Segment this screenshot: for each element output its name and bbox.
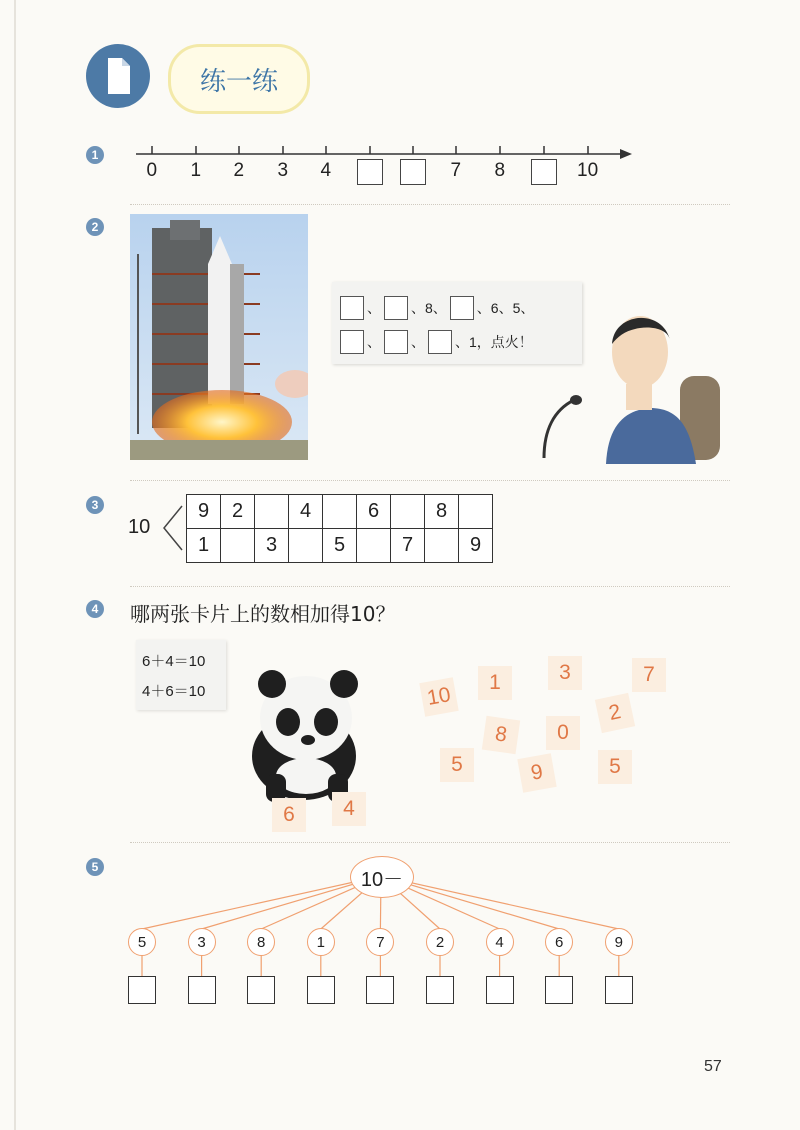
number-cell: 8 bbox=[425, 495, 459, 529]
answer-box[interactable] bbox=[128, 976, 156, 1004]
answer-box[interactable] bbox=[307, 976, 335, 1004]
tree-node: 5 bbox=[128, 928, 156, 956]
number-cell: 6 bbox=[357, 495, 391, 529]
tree-node: 1 bbox=[307, 928, 335, 956]
number-cell: 9 bbox=[187, 495, 221, 529]
number-cell: 2 bbox=[221, 495, 255, 529]
number-line-label: 1 bbox=[190, 160, 202, 181]
tree-node: 4 bbox=[486, 928, 514, 956]
page-number: 57 bbox=[704, 1058, 722, 1075]
tree-root: 10－ bbox=[350, 856, 414, 898]
number-card[interactable]: 4 bbox=[332, 792, 366, 826]
answer-box[interactable] bbox=[247, 976, 275, 1004]
number-cell: 7 bbox=[391, 529, 425, 563]
answer-box[interactable] bbox=[188, 976, 216, 1004]
number-card[interactable]: 6 bbox=[272, 798, 306, 832]
decomposition-root: 10 bbox=[128, 516, 151, 538]
number-card[interactable]: 7 bbox=[632, 658, 666, 692]
tree-branch bbox=[381, 876, 619, 929]
number-line-label: 3 bbox=[277, 160, 289, 181]
answer-box[interactable] bbox=[545, 976, 573, 1004]
number-cell: 9 bbox=[459, 529, 493, 563]
example-equation: 6＋4＝10 bbox=[142, 653, 206, 670]
question-badge-4: 4 bbox=[86, 600, 104, 618]
number-card[interactable]: 3 bbox=[548, 656, 582, 690]
number-line-label: 4 bbox=[320, 160, 332, 181]
number-line-label: 2 bbox=[233, 160, 245, 181]
answer-box[interactable] bbox=[486, 976, 514, 1004]
number-card[interactable]: 5 bbox=[598, 750, 632, 784]
number-line-label: 10 bbox=[577, 160, 599, 181]
example-equation: 4＋6＝10 bbox=[142, 683, 206, 700]
tree-branch bbox=[142, 876, 381, 929]
number-line-label: 8 bbox=[494, 160, 506, 181]
question-text: 哪两张卡片上的数相加得10？ bbox=[130, 602, 396, 626]
number-cell: 4 bbox=[289, 495, 323, 529]
number-card[interactable]: 9 bbox=[517, 753, 556, 792]
number-card[interactable]: 2 bbox=[595, 693, 635, 733]
number-line-label: 7 bbox=[450, 160, 462, 181]
question-badge-3: 3 bbox=[86, 496, 104, 514]
question-badge-1: 1 bbox=[86, 146, 104, 164]
number-line-label: 0 bbox=[146, 160, 158, 181]
number-card[interactable]: 1 bbox=[478, 666, 512, 700]
answer-box[interactable] bbox=[426, 976, 454, 1004]
number-cell: 5 bbox=[323, 529, 357, 563]
number-card[interactable]: 10 bbox=[419, 677, 458, 716]
number-cell: 1 bbox=[187, 529, 221, 563]
tree-node: 3 bbox=[188, 928, 216, 956]
question-badge-2: 2 bbox=[86, 218, 104, 236]
number-card[interactable]: 5 bbox=[440, 748, 474, 782]
tree-node: 8 bbox=[247, 928, 275, 956]
tree-node: 7 bbox=[366, 928, 394, 956]
countdown-row-2: 、 、 、1，点火！ bbox=[340, 330, 536, 354]
section-title: 练一练 bbox=[168, 44, 310, 114]
number-card[interactable]: 8 bbox=[482, 716, 520, 754]
countdown-row-1: 、 、8、 、6、5、 bbox=[340, 296, 537, 320]
answer-box[interactable] bbox=[605, 976, 633, 1004]
tree-node: 9 bbox=[605, 928, 633, 956]
question-badge-5: 5 bbox=[86, 858, 104, 876]
tree-node: 2 bbox=[426, 928, 454, 956]
number-cell: 3 bbox=[255, 529, 289, 563]
number-card[interactable]: 0 bbox=[546, 716, 580, 750]
tree-node: 6 bbox=[545, 928, 573, 956]
answer-box[interactable] bbox=[366, 976, 394, 1004]
